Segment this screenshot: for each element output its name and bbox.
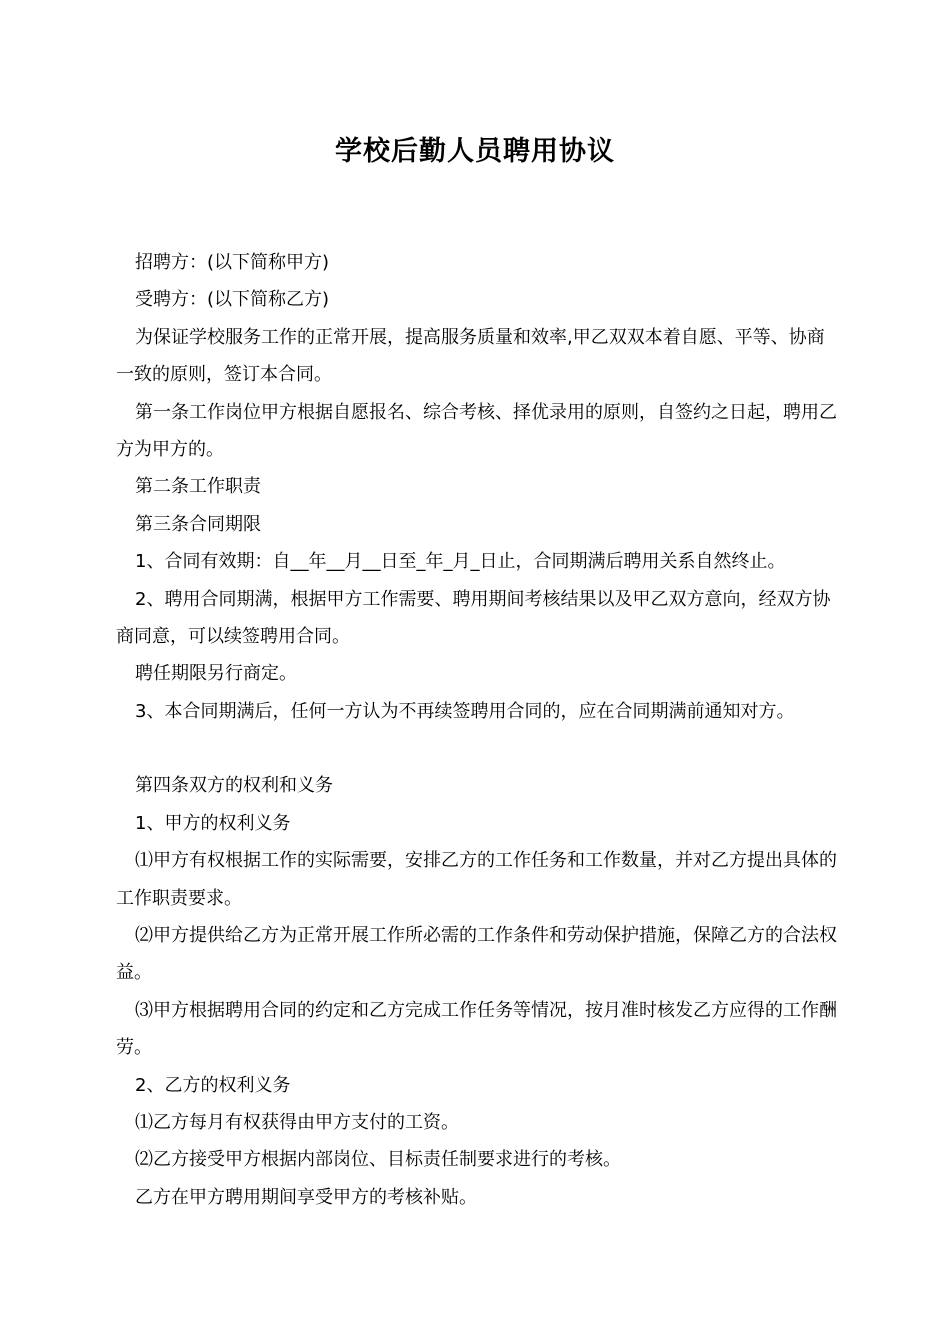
paragraph-spacer	[116, 730, 838, 767]
article-4-party-a-item-1: ⑴甲方有权根据工作的实际需要，安排乙方的工作任务和工作数量，并对乙方提出具体的工作职责要求。	[116, 850, 837, 909]
clause-preamble: 为保证学校服务工作的正常开展，提高服务质量和效率,甲乙双双本着自愿、平等、协商一致的原则，签订本合同。	[116, 326, 825, 386]
article-4-party-b-item-2: ⑵乙方接受甲方根据内部岗位、目标责任制要求进行的考核。	[135, 1149, 621, 1171]
article-4-party-b-item-1: ⑴乙方每月有权获得由甲方支付的工资。	[135, 1111, 459, 1133]
article-4-party-a-item-2: ⑵甲方提供给乙方为正常开展工作所必需的工作条件和劳动保护措施，保障乙方的合法权益。	[116, 924, 837, 984]
article-4-rights-obligations: 第四条双方的权利和义务	[135, 775, 333, 797]
article-3-note: 聘任期限另行商定。	[135, 663, 297, 685]
article-4-party-a-heading: 1、甲方的权利义务	[135, 812, 291, 834]
article-2-duties: 第二条工作职责	[135, 476, 261, 498]
document-title: 学校后勤人员聘用协议	[335, 136, 615, 167]
article-4-party-b-note: 乙方在甲方聘用期间享受甲方的考核补贴。	[135, 1186, 477, 1208]
clause-employee: 受聘方：(以下简称乙方)	[135, 289, 330, 311]
article-4-party-a-item-3: ⑶甲方根据聘用合同的约定和乙方完成工作任务等情况，按月准时核发乙方应得的工作酬劳。	[116, 999, 837, 1059]
clause-employer: 招聘方：(以下简称甲方)	[135, 252, 330, 273]
document-body	[116, 244, 838, 1216]
article-3-term: 第三条合同期限	[135, 513, 261, 535]
article-3-item-3: 3、本合同期满后，任何一方认为不再续签聘用合同的，应在合同期满前通知对方。	[135, 700, 795, 722]
article-4-party-b-heading: 2、乙方的权利义务	[135, 1074, 291, 1096]
article-3-item-1: 1、合同有效期：自__年__月__日至_年_月_日止，合同期满后聘用关系自然终止。	[135, 551, 786, 573]
article-1-position: 第一条工作岗位甲方根据自愿报名、综合考核、择优录用的原则，自签约之日起，聘用乙方为甲方的。	[116, 401, 837, 461]
article-3-item-2: 2、聘用合同期满，根据甲方工作需要、聘用期间考核结果以及甲乙双方意向，经双方协商同意，可以续签聘用合同。	[116, 588, 831, 648]
